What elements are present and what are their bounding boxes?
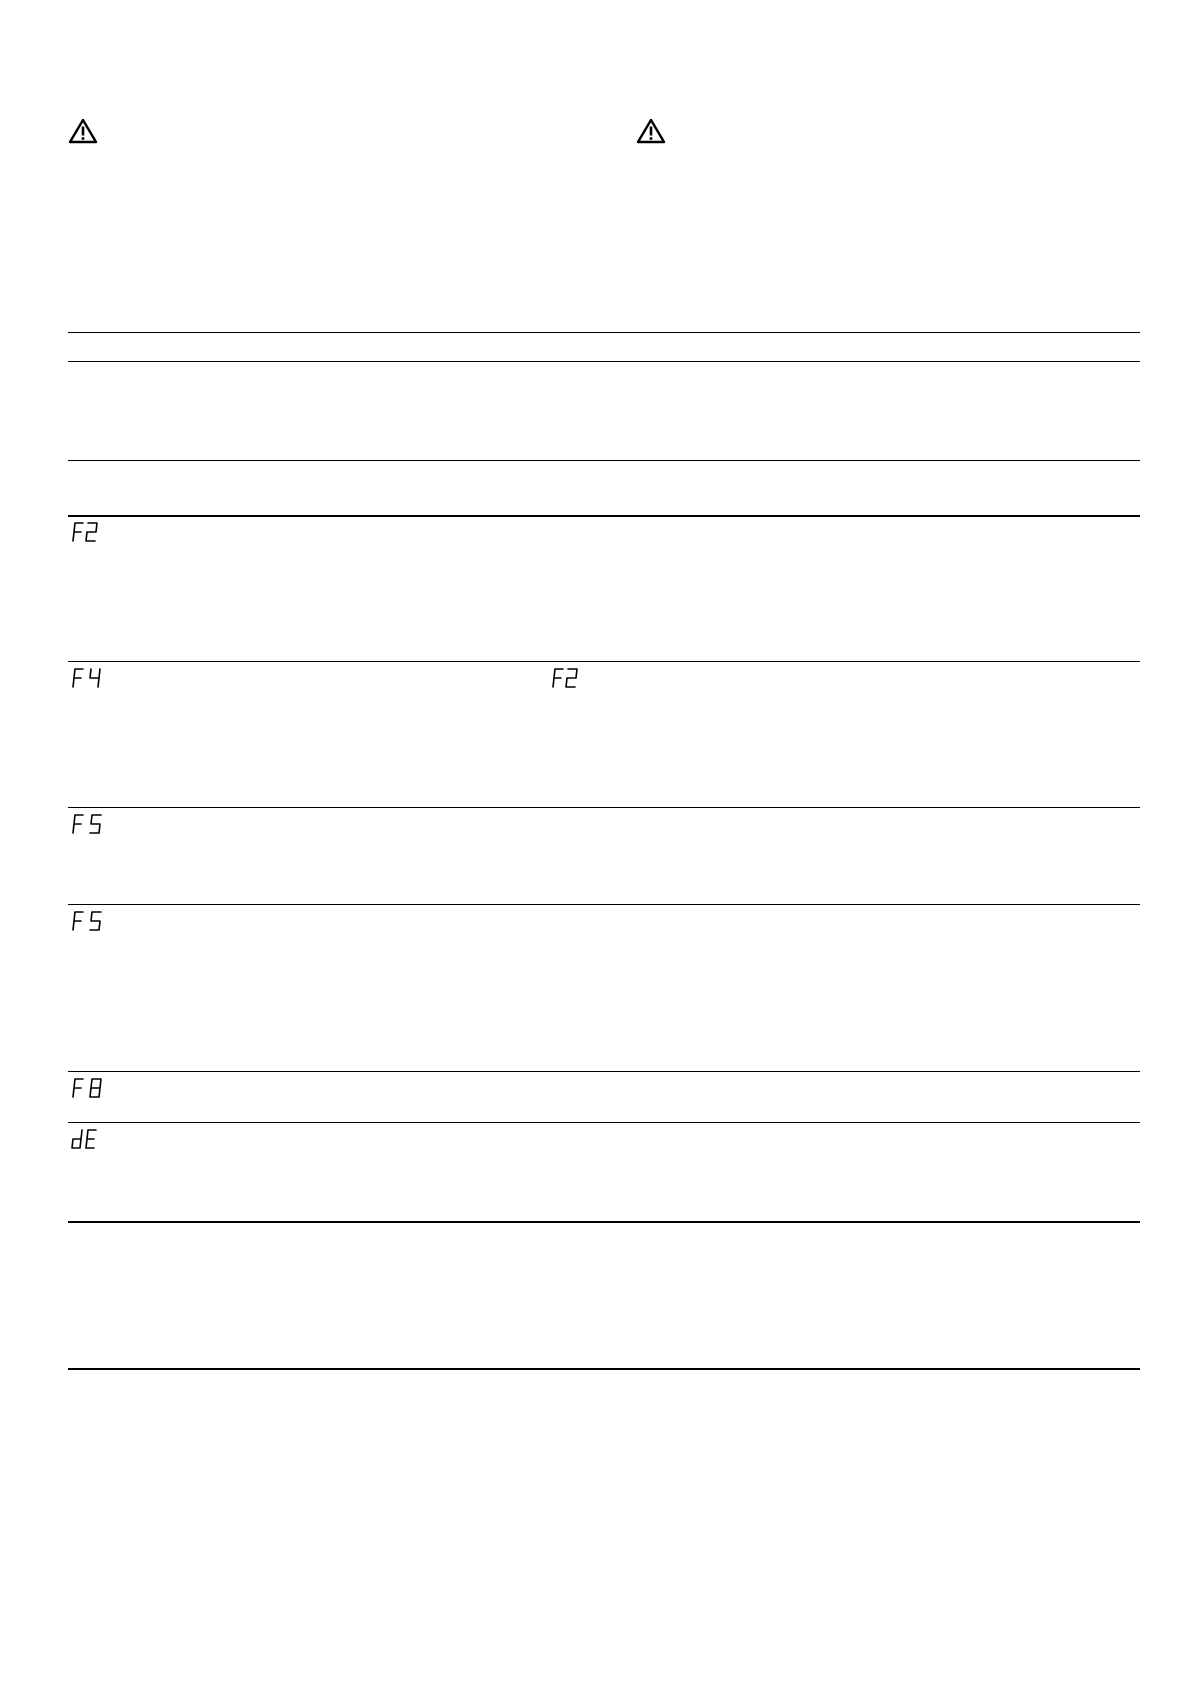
table-rule-bottom (68, 1368, 1140, 1370)
seven-segment-glyph (70, 1076, 110, 1100)
table-rule-top (68, 332, 1140, 333)
seven-segment-glyph (70, 666, 110, 690)
table-rule (68, 807, 1140, 808)
seven-segment-glyph (550, 666, 590, 690)
error-code-f4 (70, 666, 110, 690)
table-rule (68, 1221, 1140, 1223)
error-code-f5 (70, 812, 110, 836)
table-rule (68, 1071, 1140, 1072)
error-code-f5 (70, 909, 110, 933)
table-rule (68, 361, 1140, 362)
error-code-f8 (70, 1076, 110, 1100)
warning-icon-right (636, 118, 666, 144)
table-rule (68, 1122, 1140, 1123)
error-code-f2 (70, 520, 110, 544)
table-rule (68, 661, 1140, 662)
table-rule (68, 904, 1140, 905)
table-rule (68, 460, 1140, 461)
table-header-rule (68, 515, 1140, 517)
error-code-f2-inline (550, 666, 590, 690)
seven-segment-glyph (70, 909, 110, 933)
error-code-de (70, 1127, 110, 1151)
seven-segment-glyph (70, 812, 110, 836)
seven-segment-glyph (70, 1127, 110, 1151)
seven-segment-glyph (70, 520, 110, 544)
warning-icon-left (68, 118, 98, 144)
